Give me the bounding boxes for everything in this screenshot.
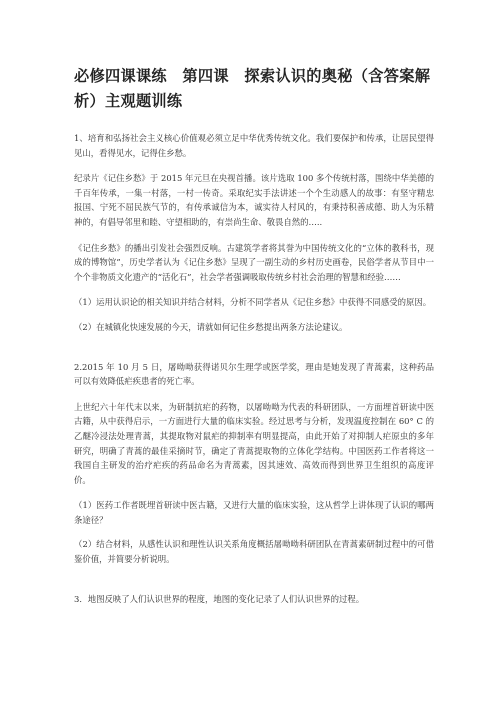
question-1-material-1: 纪录片《记住乡愁》于 2015 年元旦在央视首播。该片选取 100 多个传统村落，围绕中华美德的千百年传承，一集一村落，一村一传奇。采取纪实手法讲述一个个生动感人的故事：有坚守精忠报国、宁死不屈民族气节的，有传承诚信为本，诚实待人村风的，有秉持积善成德、助人为乐精神的，有倡导邻里和睦、守望相助的，有崇尚生命、敬畏自然的….. xyxy=(74,173,434,227)
question-2-subquestion-1: （1）医药工作者既埋首研读中医古籍，又进行大量的临床实验，这从哲学上讲体现了认识的哪两条途径？ xyxy=(74,500,434,525)
spacer xyxy=(74,345,434,360)
question-1-subquestion-1: （1）运用认识论的相关知识并结合材料，分析不同学者从《记住乡愁》中获得不同感受的原因。 xyxy=(74,297,432,308)
question-2-material-1: 上世纪六十年代末以来，为研制抗疟的药物，以屠呦呦为代表的科研团队，一方面埋首研读中医古籍，从中获得启示，一方面进行大量的临床实验。经过思考与分析，发现温度控制在 60° C 的乙醚冷浸法处理青蒿，其提取物对鼠疟的抑制率有明显提高，由此开始了对抑制人疟原虫的多年研究，明确了青蒿的最佳采摘时节，确定了青蒿提取物的立体化学结构。中国医药工作者将这一我国自主研发的治疗疟疾的药品命名为青蒿素，因其速效、高效而得到世界卫生组织的高度评价。 xyxy=(74,401,434,485)
spacer xyxy=(74,577,434,592)
document-title: 必修四课课练 第四课 探索认识的奥秘（含答案解析）主观题训练 xyxy=(74,67,431,110)
question-1-material-2: 《记住乡愁》的播出引发社会强烈反响。古建筑学者将其誉为中国传统文化的“立体的教科书，现成的博物馆”，历史学者认为《记住乡愁》呈现了一副生动的乡村历史画卷，民俗学者从节目中一个个非物质文化遗产的“活化石”，社会学者强调吸取传统乡村社会治理的智慧和经验…… xyxy=(74,242,434,282)
question-3 xyxy=(74,592,434,607)
document-page xyxy=(74,64,434,617)
question-3-intro: 3．地图反映了人们认识世界的程度，地图的变化记录了人们认识世界的过程。 xyxy=(74,593,365,604)
question-1 xyxy=(74,131,434,335)
question-1-subquestion-2: （2）在城镇化快速发展的今天，请就如何记住乡愁提出两条方法论建议。 xyxy=(74,321,348,332)
question-1-intro: 1、培育和弘扬社会主义核心价值观必须立足中华优秀传统文化。我们要保护和传承，让居民望得见山，看得见水，记得住乡愁。 xyxy=(74,133,434,158)
question-2-subquestion-2: （2）结合材料，从感性认识和理性认识关系角度概括屠呦呦科研团队在青蒿素研制过程中的可借鉴价值，并简要分析说明。 xyxy=(74,539,434,565)
question-2 xyxy=(74,360,434,567)
question-2-intro: 2.2015 年 10 月 5 日，屠呦呦获得诺贝尔生理学或医学奖，理由是她发现了青蒿素，这种药品可以有效降低疟疾患者的死亡率。 xyxy=(74,361,434,387)
